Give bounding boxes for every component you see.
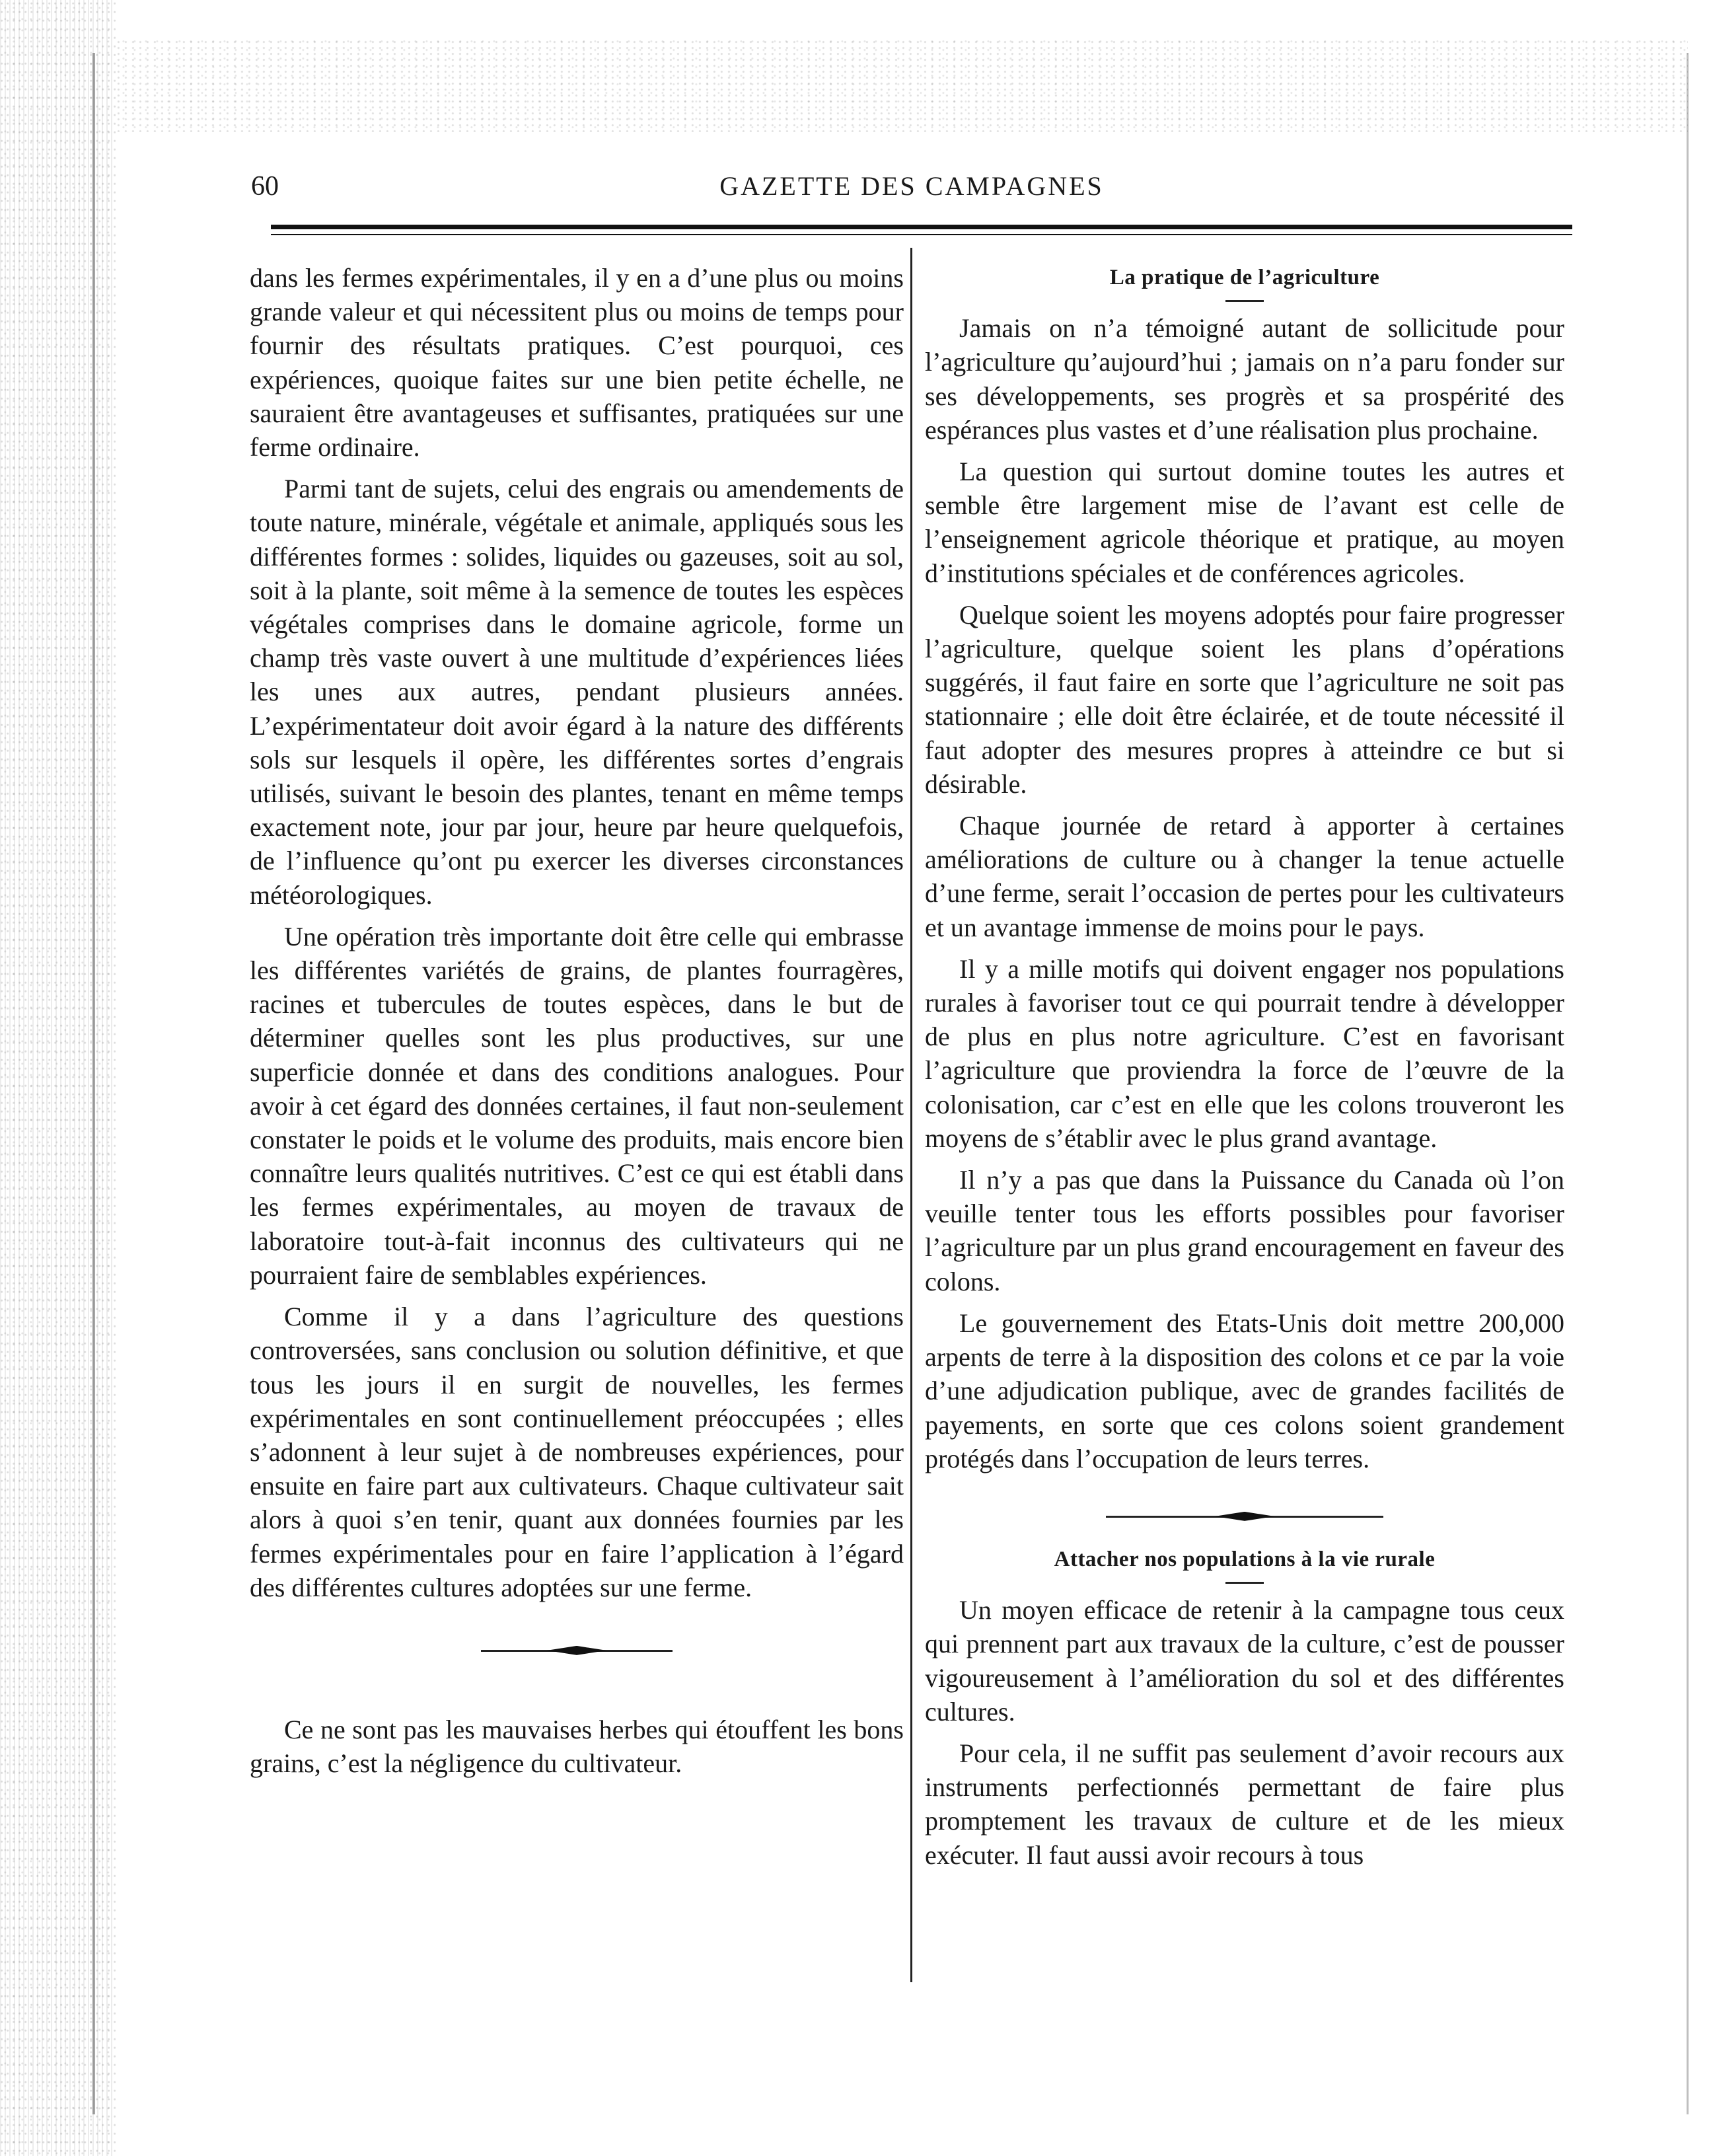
page-number: 60: [251, 171, 279, 202]
header-rule-thin: [271, 234, 1572, 235]
paragraph: Comme il y a dans l’agriculture des questions controversées, sans conclusion ou solution définitive, et que tous les jours il en surgit de nouvelles, les fermes expérimentales en sont continuellement préoccupées ; elles s’adonnent à leur sujet à de nombreuses expériences, pour ensuite en faire part aux cultivateurs. Chaque cultivateur sait alors à quoi s’en tenir, quant aux données fournies par les fermes expérimentales pour en faire l’application à l’égard des différentes cultures adoptées sur une ferme.: [250, 1302, 904, 1602]
title-dash: [1225, 300, 1264, 302]
paragraph: Il n’y a pas que dans la Puissance du Canada où l’on veuille tenter tous les efforts possibles pour favoriser l’agriculture par un plus grand encouragement en faveur des colons.: [925, 1165, 1564, 1296]
left-column: [250, 261, 904, 1788]
paragraph: Il y a mille motifs qui doivent engager nos populations rurales à favoriser tout ce qui pourrait tendre à développer de plus en plus notre agriculture. C’est en favorisant l’agriculture que proviendra la force de l’œuvre de la colonisation, car c’est en elle que les colons trouveront les moyens de s’établir avec le plus grand avantage.: [925, 953, 1564, 1153]
paragraph: Pour cela, il ne suffit pas seulement d’avoir recours aux instruments perfectionnés permettant de faire plus promptement les travaux de culture et de les mieux exécuter. Il faut aussi avoir recours à tous: [925, 1738, 1564, 1870]
ornamental-separator: [1106, 1510, 1383, 1523]
title-dash: [1225, 1582, 1264, 1584]
scan-right-edge: [1687, 53, 1689, 2114]
paragraph: Quelque soient les moyens adoptés pour faire progresser l’agriculture, quelque soient les plans d’opérations suggérés, il faut faire en sorte que l’agriculture ne soit pas stationnaire ; elle doit être éclairée, et de toute nécessité il faut adopter des mesures propres à atteindre ce but si désirable.: [925, 599, 1564, 799]
ornamental-separator: [481, 1644, 673, 1657]
paragraph: Un moyen efficace de retenir à la campagne tous ceux qui prennent part aux travaux de la culture, c’est de pousser vigoureusement à l’amélioration du sol et des différentes cultures.: [925, 1595, 1564, 1727]
scan-noise-top-edge: [116, 40, 1688, 132]
scan-noise-left-edge: [0, 0, 116, 2156]
paragraph: dans les fermes expérimentales, il y en a d’une plus ou moins grande valeur et qui nécessitent plus ou moins de temps pour fournir des résultats pratiques. C’est pourquoi, ces expériences, quoique faites sur une bien petite échelle, ne sauraient être avantageuses et suffisantes, pratiquées sur une ferme ordinaire.: [250, 263, 904, 463]
header-rule-thick: [271, 225, 1572, 229]
journal-title: GAZETTE DES CAMPAGNES: [719, 171, 1104, 201]
paragraph: Parmi tant de sujets, celui des engrais ou amendements de toute nature, minérale, végétale et animale, appliqués sous les différentes formes : solides, liquides ou gazeuses, soit au sol, soit à la plante, soit même à la semence de toutes les espèces végétales comprises dans le domaine agricole, forme un champ très vaste ouvert à une multitude d’expériences liées les unes aux autres, pendant plusieurs années. L’expérimentateur doit avoir égard à la nature des différents sols sur lesquels il opère, les différentes sortes d’engrais utilisés, suivant le besoin des plantes, tenant en même temps exactement note, jour par jour, heure par heure quelquefois, de l’influence qu’ont pu exercer les diverses circonstances météorologiques.: [250, 474, 904, 910]
maxim: Ce ne sont pas les mauvaises herbes qui étouffent les bons grains, c’est la négligence du cultivateur.: [250, 1714, 904, 1779]
right-column: [925, 261, 1564, 1880]
paragraph: La question qui surtout domine toutes les autres et semble être largement mise de l’avant est celle de l’enseignement agricole théorique et pratique, au moyen d’institutions spéciales et de conférences agricoles.: [925, 457, 1564, 588]
paragraph: Jamais on n’a témoigné autant de sollicitude pour l’agriculture qu’aujourd’hui ; jamais on n’a paru fonder sur ses développements, ses progrès et sa prospérité des espérances plus vastes et d’une réalisation plus prochaine.: [925, 313, 1564, 445]
paragraph: Chaque journée de retard à apporter à certaines améliorations de culture ou à changer la tenue actuelle d’une ferme, serait l’occasion de pertes pour les cultivateurs et un avantage immense de moins pour le pays.: [925, 811, 1564, 942]
scan-binding-shadow: [92, 53, 95, 2114]
column-divider: [910, 248, 912, 1982]
paragraph: Une opération très importante doit être celle qui embrasse les différentes variétés de grains, de plantes fourragères, racines et tubercules de toutes espèces, dans le but de déterminer quelles sont les plus productives, sur une superficie donnée et dans des conditions analogues. Pour avoir à cet égard des données certaines, il faut non-seulement constater le poids et le volume des produits, mais encore bien connaître leurs qualités nutritives. C’est ce qui est établi dans les fermes expérimentales, au moyen de travaux de laboratoire tout-à-fait inconnus des cultivateurs qui ne pourraient faire de semblables expériences.: [250, 921, 904, 1290]
page-header: [251, 170, 1572, 210]
section-title: La pratique de l’agriculture: [1109, 266, 1380, 289]
section-title: Attacher nos populations à la vie rurale: [1054, 1547, 1436, 1571]
paragraph: Le gouvernement des Etats-Unis doit mettre 200,000 arpents de terre à la disposition des colons et ce par la voie d’une adjudication publique, avec de grandes facilités de payements, en sorte que ces colons soient grandement protégés dans l’occupation de leurs terres.: [925, 1308, 1564, 1473]
